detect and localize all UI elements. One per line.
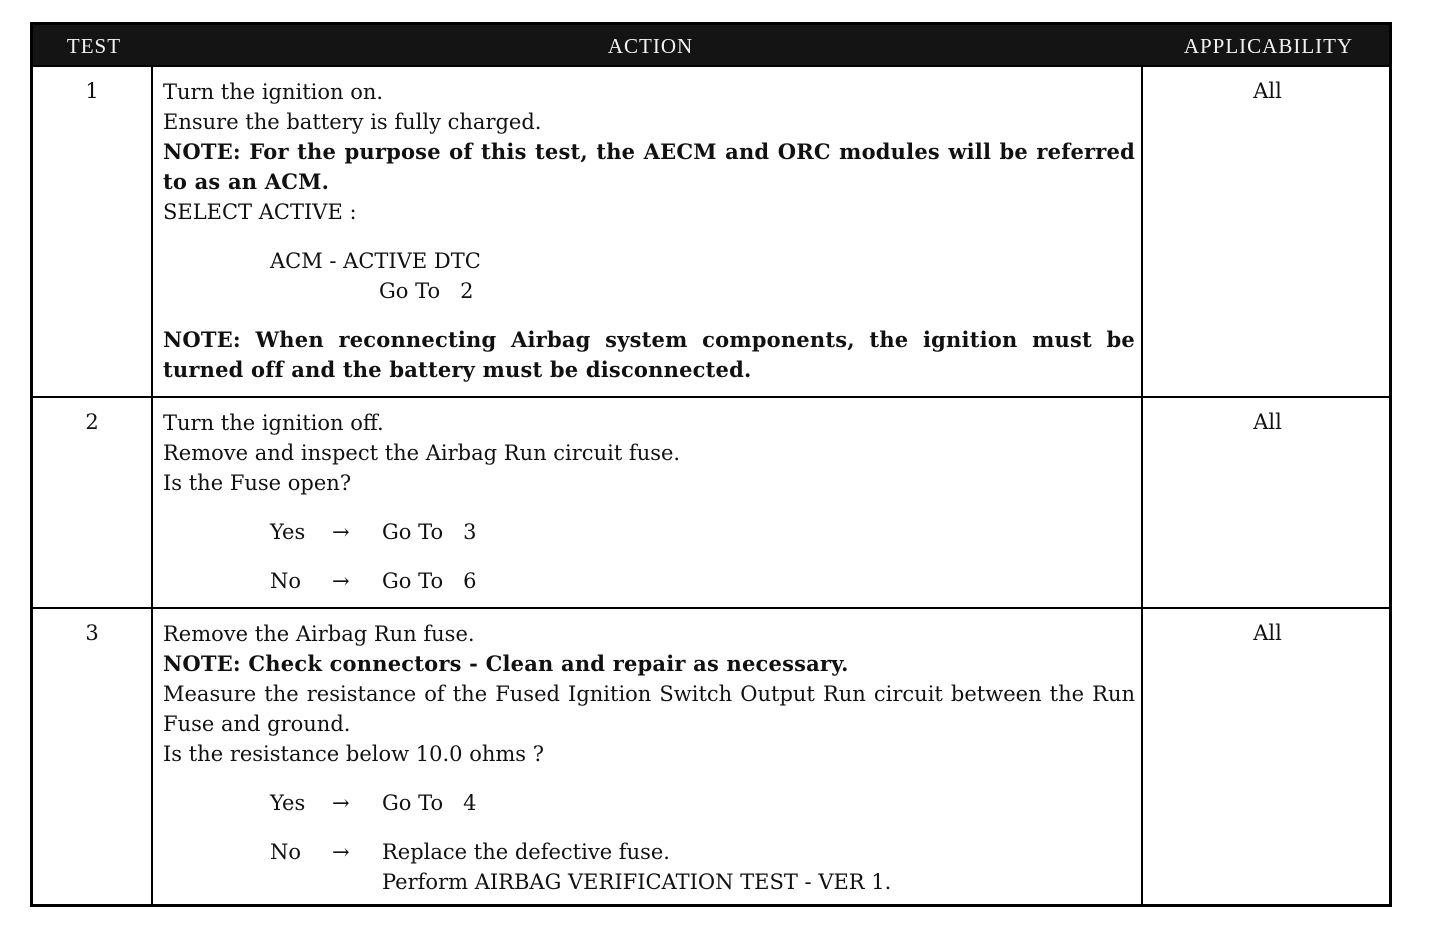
option-no <box>163 566 1135 596</box>
table-row-2 <box>33 396 1389 607</box>
table-header <box>33 25 1389 67</box>
option-result-line: Perform AIRBAG VERIFICATION TEST - VER 1. <box>382 870 892 894</box>
action-line: Is the resistance below 10.0 ohms ? <box>163 742 545 766</box>
header-test: TEST <box>66 34 122 58</box>
header-action: ACTION <box>607 34 694 58</box>
action-cell <box>153 67 1141 396</box>
option-result: Go To 4 <box>382 791 477 815</box>
applicability-cell: All <box>1141 609 1392 904</box>
action-cell <box>153 398 1141 607</box>
action-line: SELECT ACTIVE : <box>163 200 357 224</box>
option-yes <box>163 517 1135 547</box>
applicability-cell: All <box>1141 67 1392 396</box>
option-result <box>382 837 891 897</box>
action-line: Ensure the battery is fully charged. <box>163 110 542 134</box>
option-no <box>163 837 1135 897</box>
arrow-icon: → <box>332 569 350 593</box>
option-answer: No <box>270 840 302 864</box>
applicability-cell: All <box>1141 398 1392 607</box>
action-line: Is the Fuse open? <box>163 471 352 495</box>
action-cell <box>153 609 1141 904</box>
action-line: Remove the Airbag Run fuse. <box>163 622 475 646</box>
arrow-icon: → <box>332 840 350 864</box>
arrow-icon: → <box>332 791 350 815</box>
menu-path: ACM - ACTIVE DTC <box>270 249 481 273</box>
arrow-icon: → <box>332 520 350 544</box>
option-answer: Yes <box>270 791 306 815</box>
action-line: Turn the ignition off. <box>163 411 384 435</box>
option-result: Go To 6 <box>382 569 477 593</box>
table-row-1 <box>33 65 1389 396</box>
diagnostic-table <box>30 22 1392 907</box>
option-answer: No <box>270 569 302 593</box>
option-yes <box>163 788 1135 818</box>
action-line: Remove and inspect the Airbag Run circuit fuse. <box>163 441 681 465</box>
test-number: 1 <box>33 67 153 396</box>
test-number: 2 <box>33 398 153 607</box>
action-line: Turn the ignition on. <box>163 80 384 104</box>
note-text: NOTE: For the purpose of this test, the AECM and ORC modules will be referred to as an ACM. <box>163 139 1135 194</box>
table-row-3 <box>33 607 1389 904</box>
note-text: NOTE: Check connectors - Clean and repair as necessary. <box>163 651 849 676</box>
option-result: Go To 3 <box>382 520 477 544</box>
option-answer: Yes <box>270 520 306 544</box>
goto-text: Go To 2 <box>379 279 474 303</box>
note-text: NOTE: When reconnecting Airbag system components, the ignition must be turned off and the battery must be disconnected. <box>163 327 1135 382</box>
test-number: 3 <box>33 609 153 904</box>
header-applicability: APPLICABILITY <box>1183 34 1354 58</box>
action-line: Measure the resistance of the Fused Ignition Switch Output Run circuit between the Run Fuse and ground. <box>163 682 1135 736</box>
option-result-line: Replace the defective fuse. <box>382 840 670 864</box>
